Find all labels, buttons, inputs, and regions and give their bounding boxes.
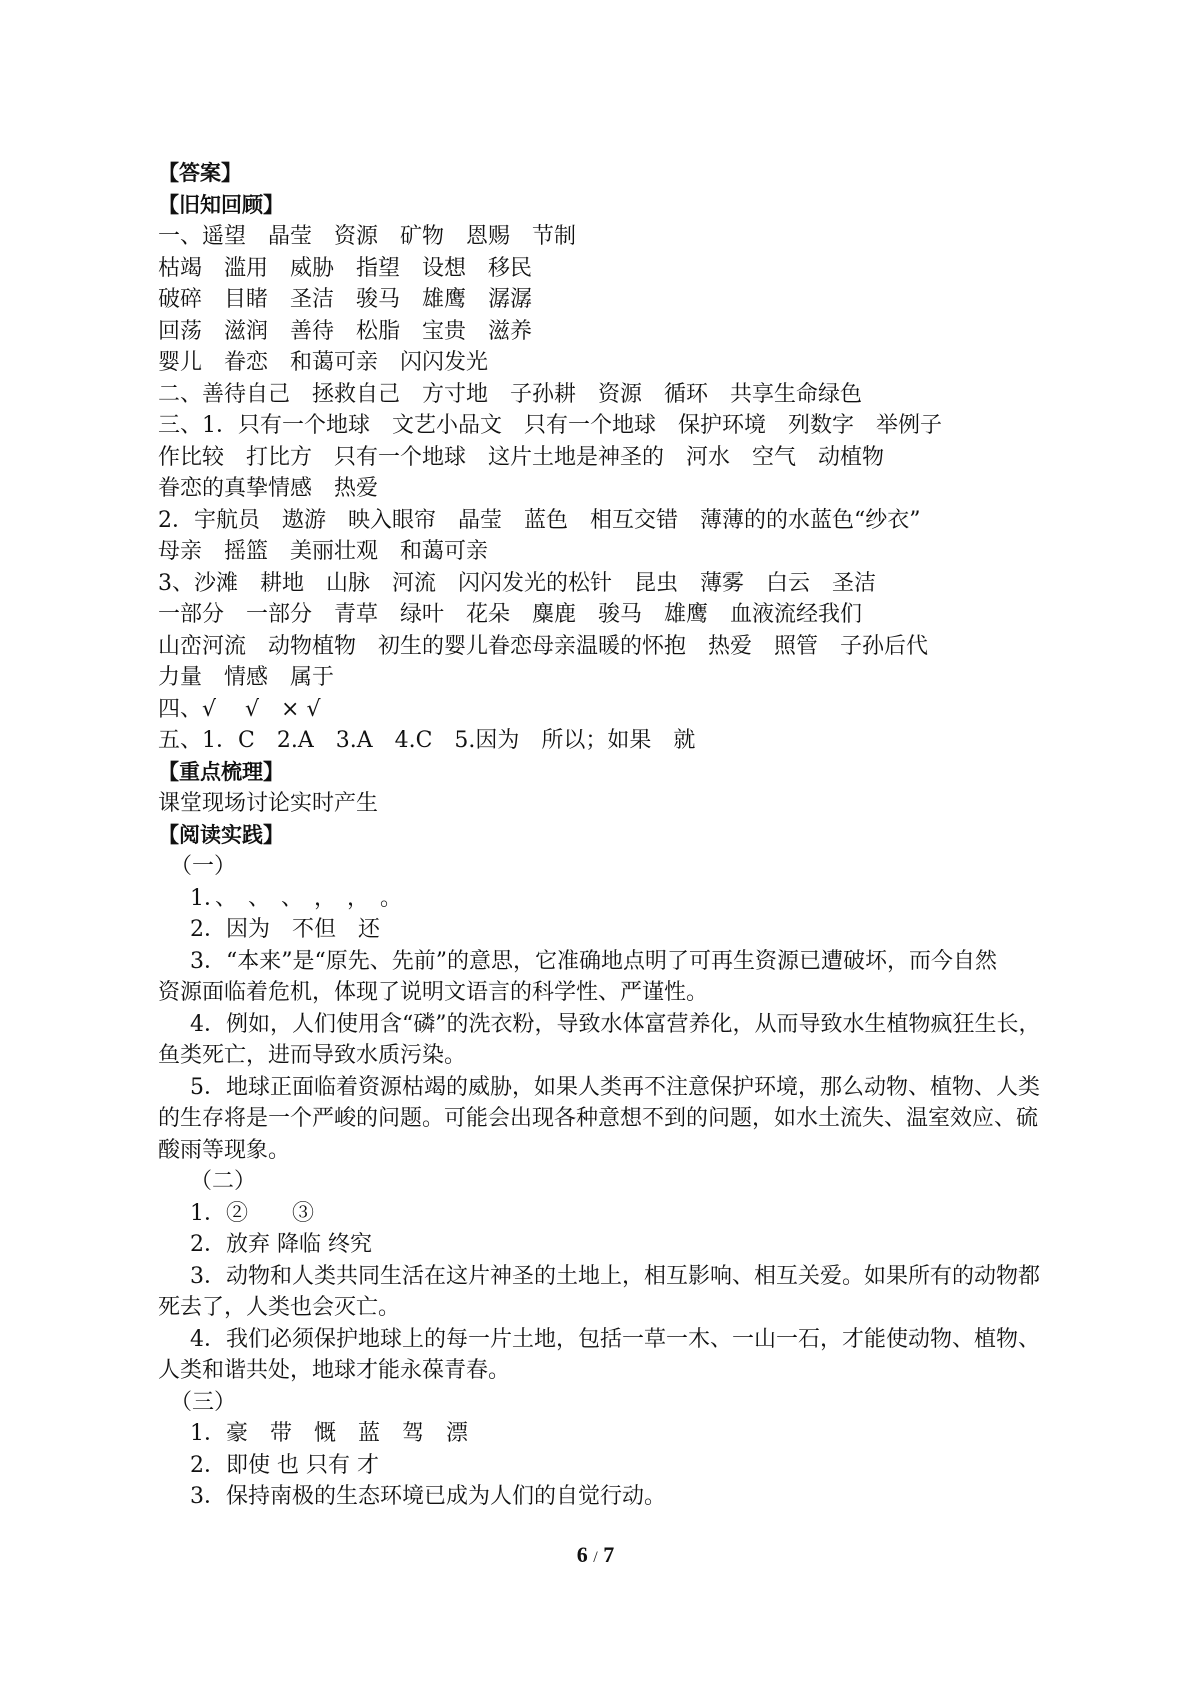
page-current: 6	[576, 1542, 588, 1567]
review-line: 二、善待自己 拯救自己 方寸地 子孙耕 资源 循环 共享生命绿色	[158, 381, 863, 407]
reading-line: 2．放弃 降临 终究	[190, 1232, 372, 1257]
reading-line: 2．因为 不但 还	[190, 917, 380, 942]
reading-line: 3．“本来”是“原先、先前”的意思，它准确地点明了可再生资源已遭破坏，而今自然	[190, 948, 997, 974]
reading-line: 1．豪 带 慨 蓝 驾 漂	[190, 1421, 468, 1446]
review-line: 婴儿 眷恋 和蔼可亲 闪闪发光	[158, 350, 489, 375]
key-points-text: 课堂现场讨论实时产生	[158, 791, 379, 816]
reading-line: 2．即使 也 只有 才	[190, 1452, 379, 1478]
review-line: 回荡 滋润 善待 松脂 宝贵 滋养	[158, 318, 533, 344]
heading-answer: 【答案】	[158, 161, 242, 185]
review-line: 枯竭 滥用 威胁 指望 设想 移民	[158, 255, 533, 281]
reading-line: 1．② ③	[190, 1200, 314, 1226]
page-total: 7	[603, 1542, 615, 1567]
review-line: 四、√ √ × √	[158, 696, 321, 722]
reading-line: 人类和谐共处，地球才能永葆青春。	[158, 1358, 511, 1383]
reading-line: 5．地球正面临着资源枯竭的威胁，如果人类再不注意保护环境，那么动物、植物、人类	[190, 1074, 1040, 1100]
reading-line: 4．例如，人们使用含“磷”的洗衣粉，导致水体富营养化，从而导致水生植物疯狂生长，	[190, 1011, 1041, 1037]
review-line: 一、遥望 晶莹 资源 矿物 恩赐 节制	[158, 224, 577, 249]
reading-line: 资源面临着危机，体现了说明文语言的科学性、严谨性。	[158, 980, 709, 1005]
reading-line: 鱼类死亡，进而导致水质污染。	[158, 1043, 467, 1068]
reading-line: （三）	[170, 1389, 237, 1415]
review-section	[158, 221, 1038, 757]
document-body	[158, 158, 1041, 1513]
reading-line: 1．、 、 、 ， ， 。	[190, 885, 402, 911]
reading-section	[158, 851, 1041, 1513]
review-line: 作比较 打比方 只有一个地球 这片土地是神圣的 河水 空气 动植物	[158, 444, 885, 470]
review-line: 山峦河流 动物植物 初生的婴儿眷恋母亲温暖的怀抱 热爱 照管 子孙后代	[158, 633, 929, 659]
reading-line: 酸雨等现象。	[158, 1137, 291, 1163]
page-number	[0, 1542, 1191, 1568]
page-separator: /	[593, 1549, 598, 1566]
review-line: 眷恋的真挚情感 热爱	[158, 476, 379, 501]
reading-line: （一）	[170, 854, 237, 879]
review-line: 五、1．C 2.A 3.A 4.C 5.因为 所以；如果 就	[158, 728, 696, 753]
review-line: 破碎 目睹 圣洁 骏马 雄鹰 潺潺	[158, 287, 533, 312]
heading-reading: 【阅读实践】	[158, 822, 284, 847]
reading-line: 3．动物和人类共同生活在这片神圣的土地上，相互影响、相互关爱。如果所有的动物都	[190, 1263, 1040, 1289]
reading-line: 的生存将是一个严峻的问题。可能会出现各种意想不到的问题，如水土流失、温室效应、硫	[158, 1106, 1039, 1131]
review-line: 母亲 摇篮 美丽壮观 和蔼可亲	[158, 539, 489, 564]
review-line: 3、沙滩 耕地 山脉 河流 闪闪发光的松针 昆虫 薄雾 白云 圣洁	[158, 570, 876, 596]
heading-review: 【旧知回顾】	[158, 192, 284, 217]
review-line: 力量 情感 属于	[158, 665, 335, 690]
review-line: 三、1．只有一个地球 文艺小品文 只有一个地球 保护环境 列数字 举例子	[158, 413, 942, 438]
heading-key-points: 【重点梳理】	[158, 759, 284, 784]
reading-line: 4．我们必须保护地球上的每一片土地，包括一草一木、一山一石，才能使动物、植物、	[190, 1326, 1040, 1352]
review-line: 2．宇航员 遨游 映入眼帘 晶莹 蓝色 相互交错 薄薄的的水蓝色“纱衣”	[158, 507, 921, 533]
reading-line: 3．保持南极的生态环境已成为人们的自觉行动。	[190, 1484, 666, 1509]
review-line: 一部分 一部分 青草 绿叶 花朵 麋鹿 骏马 雄鹰 血液流经我们	[158, 602, 863, 627]
reading-line: （二）	[190, 1169, 257, 1194]
reading-line: 死去了，人类也会灭亡。	[158, 1295, 401, 1320]
